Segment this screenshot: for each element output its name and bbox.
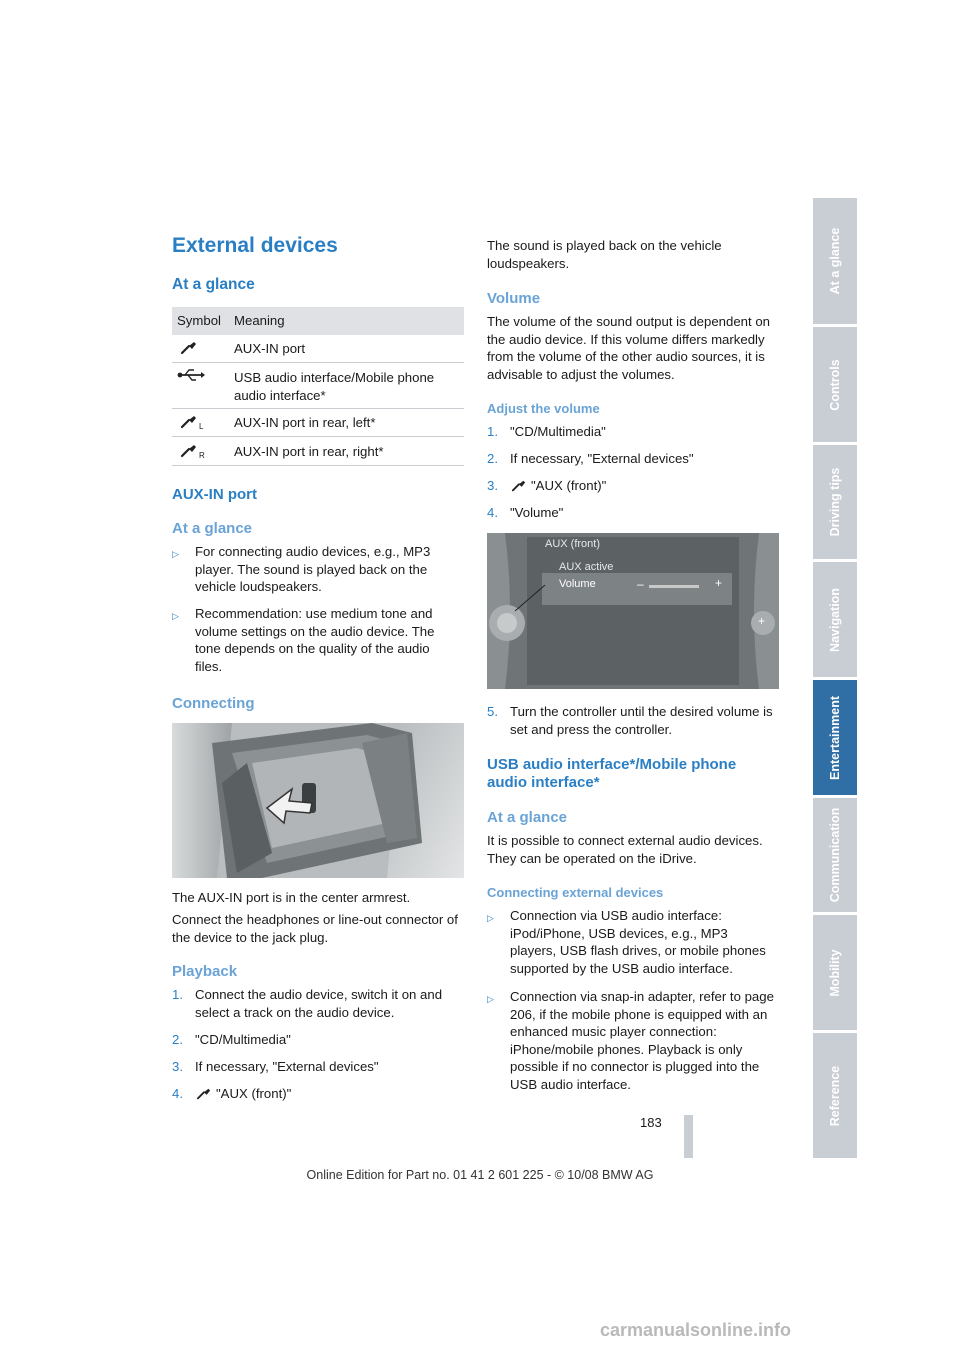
- screen-title: AUX (front): [545, 538, 601, 550]
- list-item: 3. "AUX (front)": [487, 478, 607, 493]
- table-divider: [172, 408, 464, 409]
- bullet-triangle-icon: ▷: [487, 913, 494, 923]
- adjust-volume-heading: Adjust the volume: [487, 401, 600, 416]
- aux-jack-right-icon: [180, 443, 198, 459]
- idrive-screen: [487, 533, 779, 689]
- list-item: ▷ Connection via USB audio interface: iPod/iPhone, USB devices, e.g., MP3 players, USB flash drives, or mobile phones supported by the USB audio interface.: [487, 908, 766, 976]
- list-item: 3. If necessary, "External devices": [172, 1059, 379, 1074]
- screen-status: AUX active: [559, 561, 614, 573]
- page-number-bar: [684, 1115, 693, 1158]
- connecting-external-heading: Connecting external devices: [487, 885, 664, 900]
- volume-paragraph: The volume of the sound output is dependent on the audio device. If this volume differs markedly from the volume of the other audio sources, it is advisable to adjust the volumes.: [487, 314, 771, 382]
- aux-jack-icon: [196, 1087, 212, 1101]
- table-row-4-meaning: AUX-IN port in rear, right*: [234, 444, 384, 459]
- table-row-2-meaning: USB audio interface/Mobile phone audio interface*: [234, 370, 435, 403]
- at-a-glance-heading: At a glance: [172, 276, 255, 293]
- connecting-paragraph-1: The AUX-IN port is in the center armrest.: [172, 890, 411, 905]
- list-item: 2. If necessary, "External devices": [487, 451, 694, 466]
- list-item: 1. Connect the audio device, switch it on and select a track on the audio device.: [172, 987, 443, 1020]
- aux-jack-icon: [511, 479, 527, 493]
- tab-reference[interactable]: Reference: [813, 1033, 857, 1158]
- list-item: 1. "CD/Multimedia": [487, 424, 606, 439]
- list-item: 4. "AUX (front)": [172, 1086, 292, 1101]
- armrest-photo: [172, 723, 464, 878]
- tab-navigation[interactable]: Navigation: [813, 562, 857, 677]
- list-item: 5. Turn the controller until the desired volume is set and press the controller.: [487, 704, 773, 737]
- aux-in-heading: AUX-IN port: [172, 486, 257, 503]
- table-divider: [172, 362, 464, 363]
- controller-plus-label: +: [758, 614, 766, 628]
- table-divider: [172, 465, 464, 466]
- table-divider: [172, 436, 464, 437]
- volume-minus-label: –: [637, 577, 644, 591]
- tab-communication[interactable]: Communication: [813, 798, 857, 912]
- usb-paragraph: It is possible to connect external audio devices. They can be operated on the iDrive.: [487, 833, 763, 866]
- aux-glance-heading: At a glance: [172, 520, 253, 537]
- usb-glance-heading: At a glance: [487, 809, 568, 826]
- table-row-3-meaning: AUX-IN port in rear, left*: [234, 415, 376, 430]
- page-title: External devices: [172, 234, 338, 257]
- aux-jack-icon: [180, 340, 198, 356]
- table-row-1-meaning: AUX-IN port: [234, 341, 306, 356]
- volume-level-bar: [649, 585, 699, 588]
- page-number: 183: [640, 1115, 662, 1130]
- bullet-triangle-icon: ▷: [172, 549, 179, 559]
- list-item: 2. "CD/Multimedia": [172, 1032, 291, 1047]
- screen-frame: [487, 533, 779, 689]
- list-item: ▷ Connection via snap-in adapter, refer to page 206, if the mobile phone is equipped with an enhanced music player connection: iPhone/mobile phones. Playback is only possible if no connector is plugged into the USB audio interface.: [487, 989, 774, 1092]
- list-item: ▷ For connecting audio devices, e.g., MP3 player. The sound is played back on the vehicle loudspeakers.: [172, 544, 431, 595]
- tab-controls[interactable]: Controls: [813, 327, 857, 442]
- footer-text: Online Edition for Part no. 01 41 2 601 225 - © 10/08 BMW AG: [306, 1168, 654, 1182]
- connecting-heading: Connecting: [172, 695, 255, 712]
- volume-heading: Volume: [487, 290, 541, 307]
- list-item: 4. "Volume": [487, 505, 564, 520]
- table-header-meaning: Meaning: [234, 313, 285, 328]
- tab-mobility[interactable]: Mobility: [813, 915, 857, 1030]
- bullet-triangle-icon: ▷: [172, 611, 179, 621]
- list-item: ▷ Recommendation: use medium tone and volume settings on the audio device. The tone depends on the quality of the audio files.: [172, 606, 435, 674]
- volume-plus-label: +: [715, 576, 723, 590]
- usb-icon: [177, 368, 205, 382]
- aux-jack-left-icon: [180, 414, 198, 430]
- table-header-symbol: Symbol: [177, 313, 221, 328]
- watermark: carmanualsonline.info: [600, 1320, 792, 1340]
- connecting-paragraph-2: Connect the headphones or line-out connector of the device to the jack plug.: [172, 912, 458, 945]
- right-suffix-label: R: [199, 451, 205, 460]
- right-intro: The sound is played back on the vehicle loudspeakers.: [487, 238, 722, 271]
- usb-heading: USB audio interface*/Mobile phone audio interface*: [487, 756, 737, 791]
- bullet-triangle-icon: ▷: [487, 994, 494, 1004]
- tab-driving-tips[interactable]: Driving tips: [813, 445, 857, 559]
- tab-at-a-glance[interactable]: At a glance: [813, 198, 857, 324]
- screen-volume-item: Volume: [559, 578, 596, 590]
- playback-heading: Playback: [172, 963, 238, 980]
- tab-entertainment[interactable]: Entertainment: [813, 680, 857, 795]
- left-suffix-label: L: [199, 422, 204, 431]
